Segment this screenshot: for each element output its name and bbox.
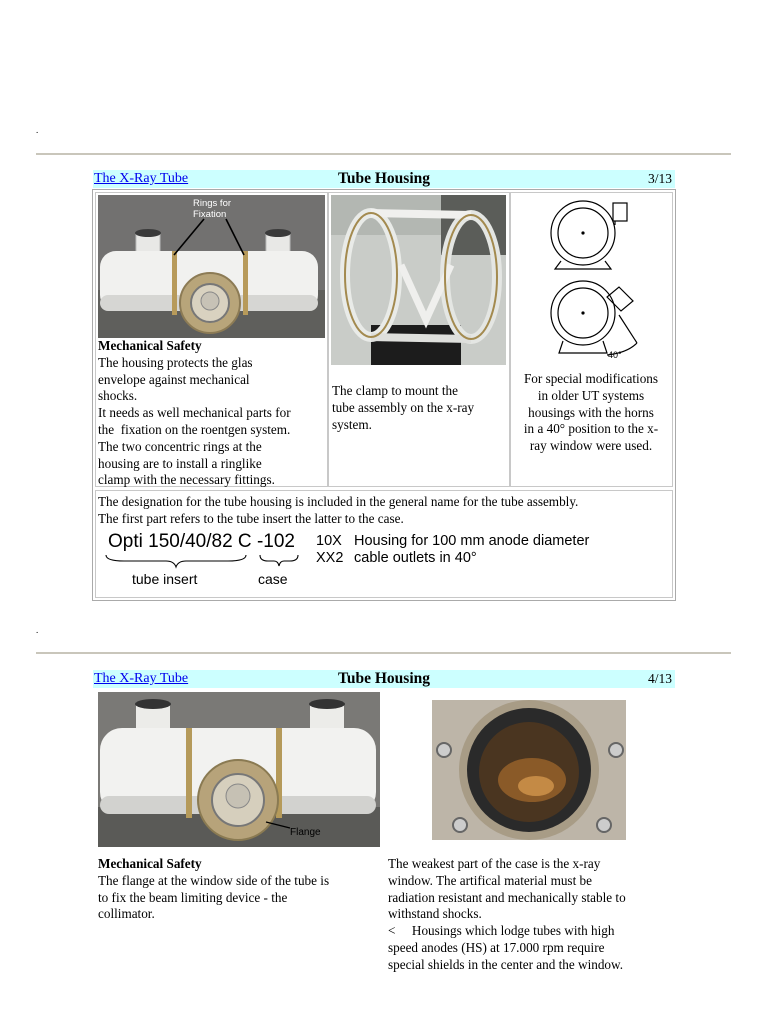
tube-insert-label: tube insert [132,571,198,587]
slide-separator [36,153,731,155]
cell3-line: housings with the horns [528,404,654,420]
cell1-line: the fixation on the roentgen system. [98,421,291,437]
window-line: radiation resistant and mechanically stable to [388,889,626,905]
window-line: < Housings which lodge tubes with high [388,923,615,939]
designation-text [98,494,670,528]
cell2-text [332,383,508,433]
cell1-line: The housing protects the glas [98,354,253,370]
clamp-photo [331,195,506,365]
mechanical-safety-heading: Mechanical Safety [98,856,202,871]
flange-line: collimator. [98,906,155,922]
cell3-line: in older UT systems [537,387,645,403]
flange-line: The flange at the window side of the tube is [98,872,330,888]
case-label: case [258,571,288,587]
cell1-line: shocks. [98,388,138,404]
slide-separator [36,652,731,654]
page-number: 4/13 [647,671,672,686]
page-number: 3/13 [647,171,672,186]
cell3-text [511,371,671,455]
flange-photo [98,692,380,847]
window-line: speed anodes (HS) at 17.000 rpm require [388,939,605,955]
designation-line: The first part refers to the tube insert the latter to the case. [98,510,404,526]
rings-callout-line2: Fixation [193,209,227,220]
window-text [388,856,688,974]
x-ray-tube-link[interactable]: The X-Ray Tube [94,671,189,686]
window-line: special shields in the center and the window. [388,956,623,972]
cell3-line: ray window were used. [529,438,653,454]
code1-desc: Housing for 100 mm anode diameter [354,533,590,549]
slide-header [93,170,675,188]
page-marker: . [36,625,39,635]
flange-text [98,856,383,923]
cell-special-modifications [510,192,673,487]
cell1-line: clamp with the necessary fittings. [98,472,275,488]
designation-line: The designation for the tube housing is included in the general name for the tube assembly. [98,494,579,509]
cell1-line: It needs as well mechanical parts for [98,405,291,421]
slide-content-table [92,189,676,601]
cell-mechanical-safety [95,192,328,487]
rings-callout-line1: Rings for [193,198,232,209]
slide-header [93,670,675,688]
angle-label: 40° [608,350,622,360]
cell1-line: housing are to install a ringlike [98,455,262,471]
window-line: withstand shocks. [388,906,482,922]
code2-desc: cable outlets in 40° [354,550,477,566]
window-line: The weakest part of the case is the x-ray [388,856,601,871]
cell2-line: The clamp to mount the [332,383,458,398]
page-marker: . [36,125,39,135]
cell1-line: The two concentric rings at the [98,438,262,454]
tube-insert-code: Opti 150/40/82 C [108,531,252,552]
flange-label: Flange [290,827,321,838]
cell3-line: in a 40° position to the x- [523,421,659,437]
slide-title: Tube Housing [337,170,431,187]
cell2-line: system. [332,416,372,432]
cell-clamp [328,192,510,487]
window-line: window. The artifical material must be [388,872,592,888]
code2: XX2 [316,550,344,566]
case-code: -102 [256,531,295,552]
xray-window-photo [432,700,626,840]
cell3-line: For special modifications [523,371,659,386]
flange-line: to fix the beam limiting device - the [98,889,288,905]
code1: 10X [316,533,342,549]
slide-title: Tube Housing [337,670,431,687]
tube-housing-photo [98,195,325,338]
cell1-text [98,338,328,489]
case-code-legend [316,533,589,567]
cell-designation [95,490,673,598]
designation-code [108,531,295,553]
cell1-line: envelope against mechanical [98,371,250,387]
horn-angle-diagram [535,195,645,365]
mechanical-safety-heading: Mechanical Safety [98,338,202,353]
cell2-line: tube assembly on the x-ray [332,399,475,415]
insert-brace [104,553,304,569]
x-ray-tube-link[interactable]: The X-Ray Tube [94,171,189,186]
